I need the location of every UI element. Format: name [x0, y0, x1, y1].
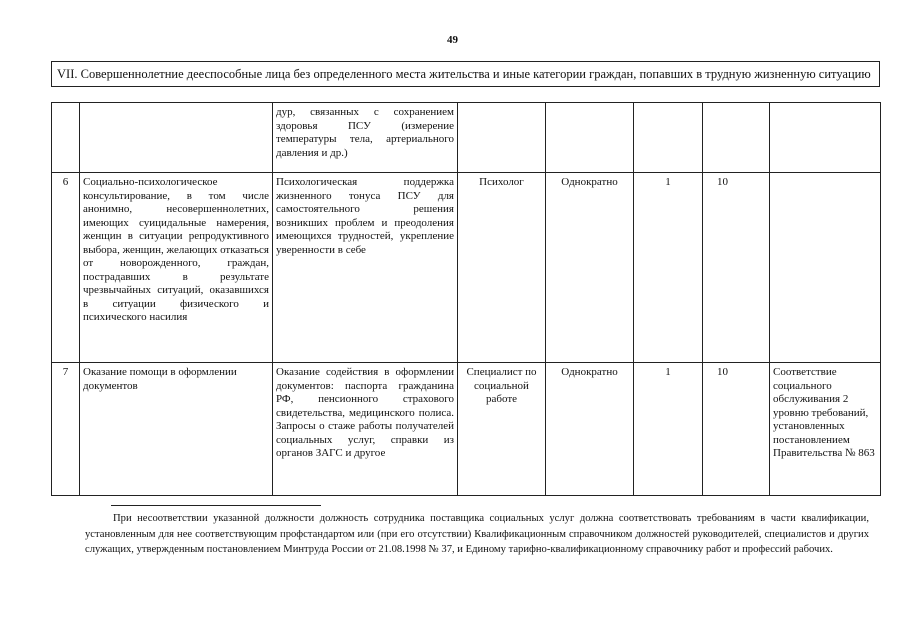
specialist-cell: Психолог — [458, 173, 546, 363]
service-cell: Социально-психологическое консультирование, в том числе анонимно, несовершеннолетних, имеющих суицидальные намерения, женщин в ситуации репродуктивного выбора, женщин, желающих отказаться от новорожденного, граждан, пострадавших в результате чрезвычайных ситуаций, оказавшихся в ситуации физического и психического насилия — [80, 173, 273, 363]
standard-cell: Соответствие социального обслуживания 2 уровню требований, установленных постановлением Правительства № 863 — [770, 363, 881, 496]
row-number-cell: 7 — [52, 363, 80, 496]
duration-cell: 10 — [703, 173, 770, 363]
table-row — [52, 363, 881, 496]
duration-cell — [703, 103, 770, 173]
quantity-cell — [634, 103, 703, 173]
row-number-cell — [52, 103, 80, 173]
quantity-cell: 1 — [634, 173, 703, 363]
frequency-cell: Однократно — [546, 173, 634, 363]
table-row — [52, 173, 881, 363]
quantity-cell: 1 — [634, 363, 703, 496]
specialist-cell: Специалист по социальной работе — [458, 363, 546, 496]
content-cell: дур, связанных с сохранением здоровья ПСУ (измерение температуры тела, артериального давления и др.) — [273, 103, 458, 173]
content-cell: Оказание содействия в оформлении документов: паспорта гражданина РФ, пенсионного страхового свидетельства, медицинского полиса. Запросы о стаже работы получателей социальных услуг, справки из органов ЗАГС и другое — [273, 363, 458, 496]
frequency-cell: Однократно — [546, 363, 634, 496]
content-cell: Психологическая поддержка жизненного тонуса ПСУ для самостоятельного решения возникших проблем и преодоления имеющихся трудностей, укрепление уверенности в себе — [273, 173, 458, 363]
footnote-text: При несоответствии указанной должности должность сотрудника поставщика социальных услуг должна соответствовать требованиям в части квалификации, установленным для нее соответствующим профстандартом или (при его отсутствии) Квалификационным справочником должностей руководителей, специалистов и других служащих, утвержденным постановлением Минтруда России от 21.08.1998 № 37, и Единому тарифно-квалификационному справочнику работ и профессий рабочих. — [85, 513, 869, 555]
row-number-cell: 6 — [52, 173, 80, 363]
frequency-cell — [546, 103, 634, 173]
page-number: 49 — [447, 34, 458, 46]
standard-cell — [770, 173, 881, 363]
footnote — [85, 511, 869, 558]
duration-cell: 10 — [703, 363, 770, 496]
footnote-divider — [111, 505, 321, 506]
service-cell: Оказание помощи в оформлении документов — [80, 363, 273, 496]
service-cell — [80, 103, 273, 173]
services-table — [51, 102, 881, 496]
table-row — [52, 103, 881, 173]
section-title: VII. Совершеннолетние дееспособные лица без определенного места жительства и иные категории граждан, попавших в трудную жизненную ситуацию — [51, 61, 880, 87]
specialist-cell — [458, 103, 546, 173]
standard-cell — [770, 103, 881, 173]
